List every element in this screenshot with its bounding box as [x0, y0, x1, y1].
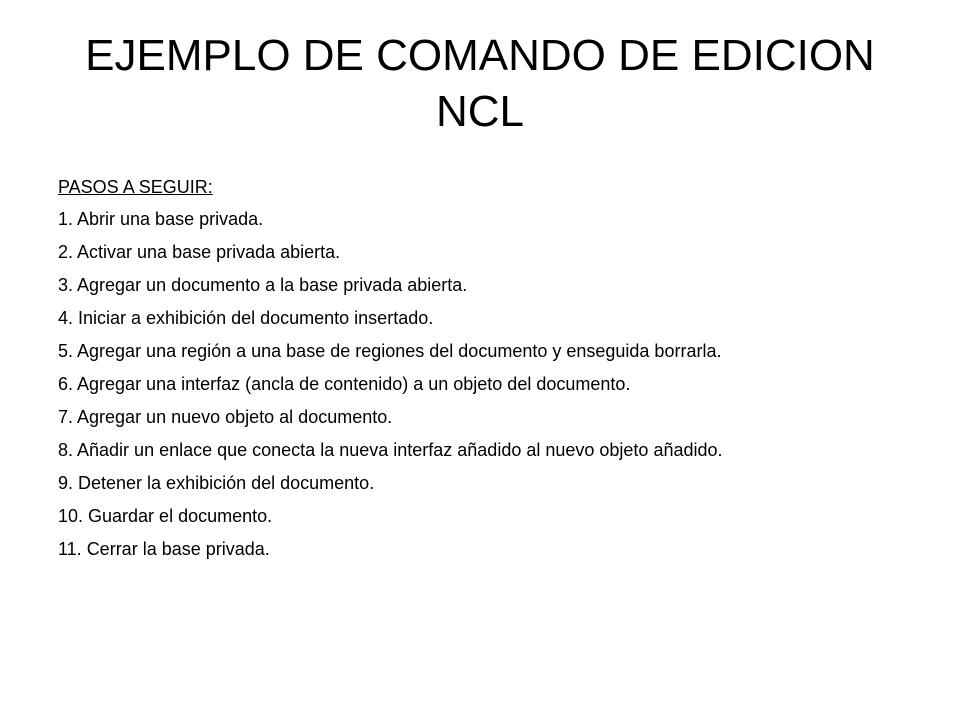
steps-heading: PASOS A SEGUIR:: [58, 177, 213, 197]
step-item: 6. Agregar una interfaz (ancla de contenido) a un objeto del documento.: [58, 374, 631, 394]
slide-body: [58, 176, 838, 571]
step-item: 7. Agregar un nuevo objeto al documento.: [58, 407, 393, 427]
slide-title: [48, 28, 912, 140]
title-line-1: EJEMPLO DE COMANDO DE EDICION: [85, 31, 875, 80]
step-item: 4. Iniciar a exhibición del documento insertado.: [58, 308, 434, 328]
step-item: 1. Abrir una base privada.: [58, 209, 264, 229]
step-item: 10. Guardar el documento.: [58, 506, 273, 526]
steps-list: [58, 208, 838, 561]
step-item: 8. Añadir un enlace que conecta la nueva interfaz añadido al nuevo objeto añadido.: [58, 440, 723, 460]
step-item: 2. Activar una base privada abierta.: [58, 242, 341, 262]
step-item: 3. Agregar un documento a la base privada abierta.: [58, 275, 468, 295]
step-item: 11. Cerrar la base privada.: [58, 539, 270, 559]
title-line-2: NCL: [435, 87, 525, 136]
step-item: 9. Detener la exhibición del documento.: [58, 473, 375, 493]
step-item: 5. Agregar una región a una base de regiones del documento y enseguida borrarla.: [58, 341, 722, 361]
